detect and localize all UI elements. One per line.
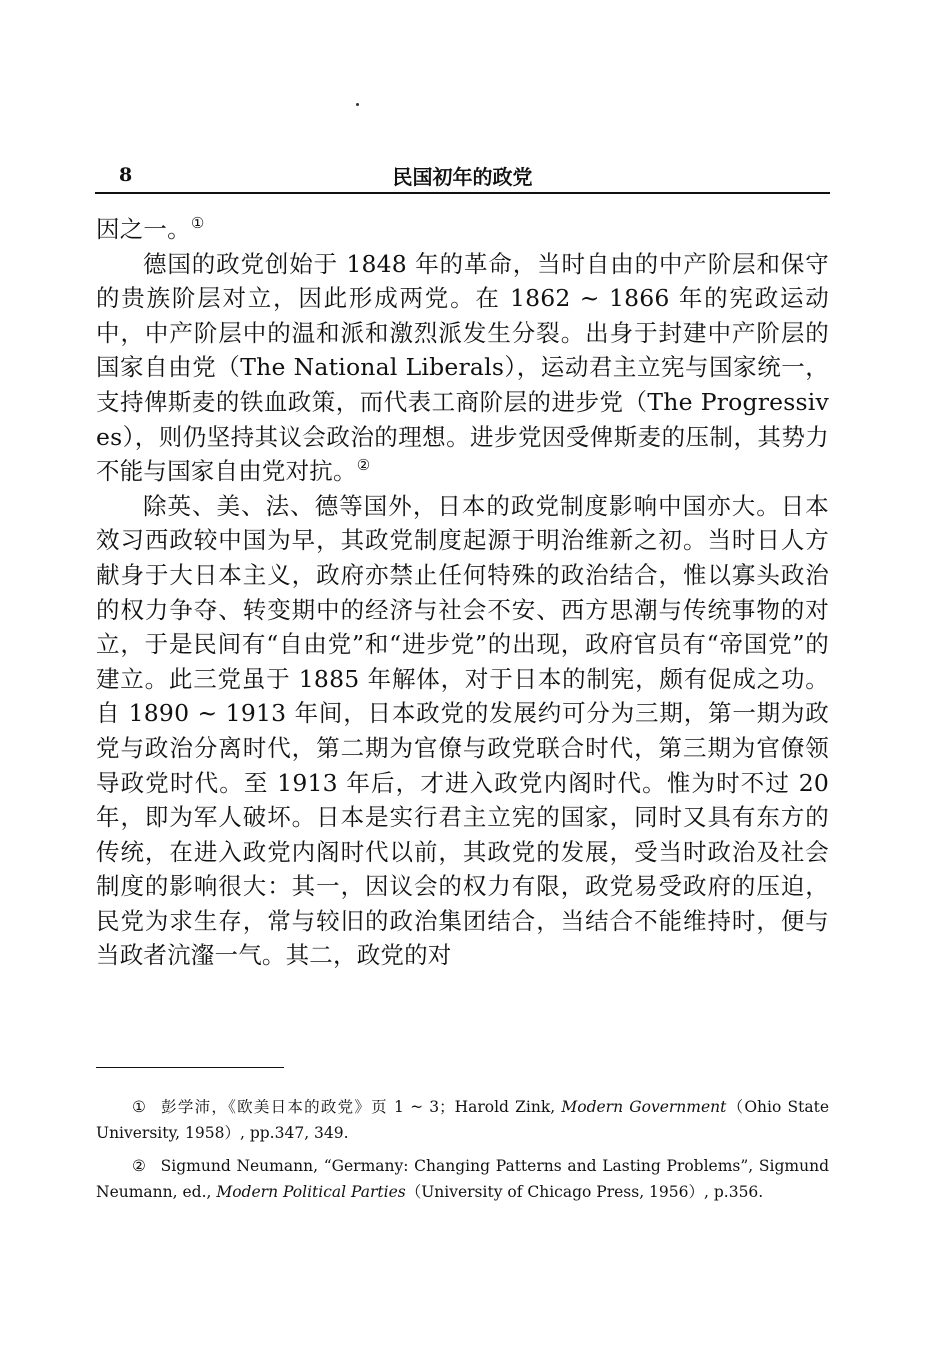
paragraph-continued xyxy=(96,212,829,247)
page-number: 8 xyxy=(119,164,133,186)
footnote-mark: ② xyxy=(132,1157,147,1175)
footnote-divider xyxy=(96,1067,284,1068)
footnote-text: Sigmund Neumann, “Germany: Changing Patterns and Lasting Problems”, Sigmund Neumann, ed., xyxy=(96,1157,829,1201)
body-text xyxy=(96,212,829,973)
footnotes xyxy=(96,1094,829,1212)
paragraph-text: 除英、美、法、德等国外，日本的政党制度影响中国亦大。日本效习西政较中国为早，其政党制度起源于明治维新之初。当时日人方献身于大日本主义，政府亦禁止任何特殊的政治结合，惟以寡头政治的权力争夺、转变期中的经济与社会不安、西方思潮与传统事物的对立，于是民间有“自由党”和“进步党”的出现，政府官员有“帝国党”的建立。此三党虽于 1885 年解体，对于日本的制宪，颇有促成之功。自 1890 ~ 1913 年间，日本政党的发展约可分为三期，第一期为政党与政治分离时代，第二期为官僚与政党联合时代，第三期为官僚领导政党时代。至 1913 年后，才进入政党内阁时代。惟为时不过 20 年，即为军人破坏。日本是实行君主立宪的国家，同时又具有东方的传统，在进入政党内阁时代以前，其政党的发展，受当时政治及社会制度的影响很大：其一，因议会的权力有限，政党易受政府的压迫，民党为求生存，常与较旧的政治集团结合，当结合不能维持时，便与当政者沆瀣一气。其二，政党的对 xyxy=(96,491,829,970)
footnote-book-title: Modern Political Parties xyxy=(216,1183,406,1201)
footnote-ref-1[interactable]: ① xyxy=(190,214,205,233)
paragraph-japan xyxy=(96,489,829,973)
paragraph-germany xyxy=(96,247,829,489)
page-header xyxy=(95,160,830,194)
footnote-text: 彭学沛，《欧美日本的政党》页 1 ~ 3；Harold Zink, xyxy=(161,1098,562,1116)
running-title: 民国初年的政党 xyxy=(392,165,533,189)
footnote-mark: ① xyxy=(132,1098,148,1116)
footnote-text: （University of Chicago Press, 1956）, p.356. xyxy=(405,1183,764,1201)
scan-speck xyxy=(356,103,359,106)
footnote-book-title: Modern Government xyxy=(561,1098,727,1116)
footnote-text: （Ohio State University, 1958）, pp.347, 349. xyxy=(96,1098,829,1142)
paragraph-text: 德国的政党创始于 1848 年的革命，当时自由的中产阶层和保守的贵族阶层对立，因此形成两党。在 1862 ~ 1866 年的宪政运动中，中产阶层中的温和派和激烈派发生分裂。出身于封建中产阶层的国家自由党（The National Liberals），运动君主立宪与国家统一，支持俾斯麦的铁血政策，而代表工商阶层的进步党（The Progressives），则仍坚持其议会政治的理想。进步党因受俾斯麦的压制，其势力不能与国家自由党对抗。 xyxy=(96,249,829,486)
paragraph-text: 因之一。 xyxy=(96,215,191,243)
footnote-ref-2[interactable]: ② xyxy=(356,456,371,475)
footnote-2 xyxy=(96,1153,829,1205)
footnote-1 xyxy=(96,1094,829,1146)
